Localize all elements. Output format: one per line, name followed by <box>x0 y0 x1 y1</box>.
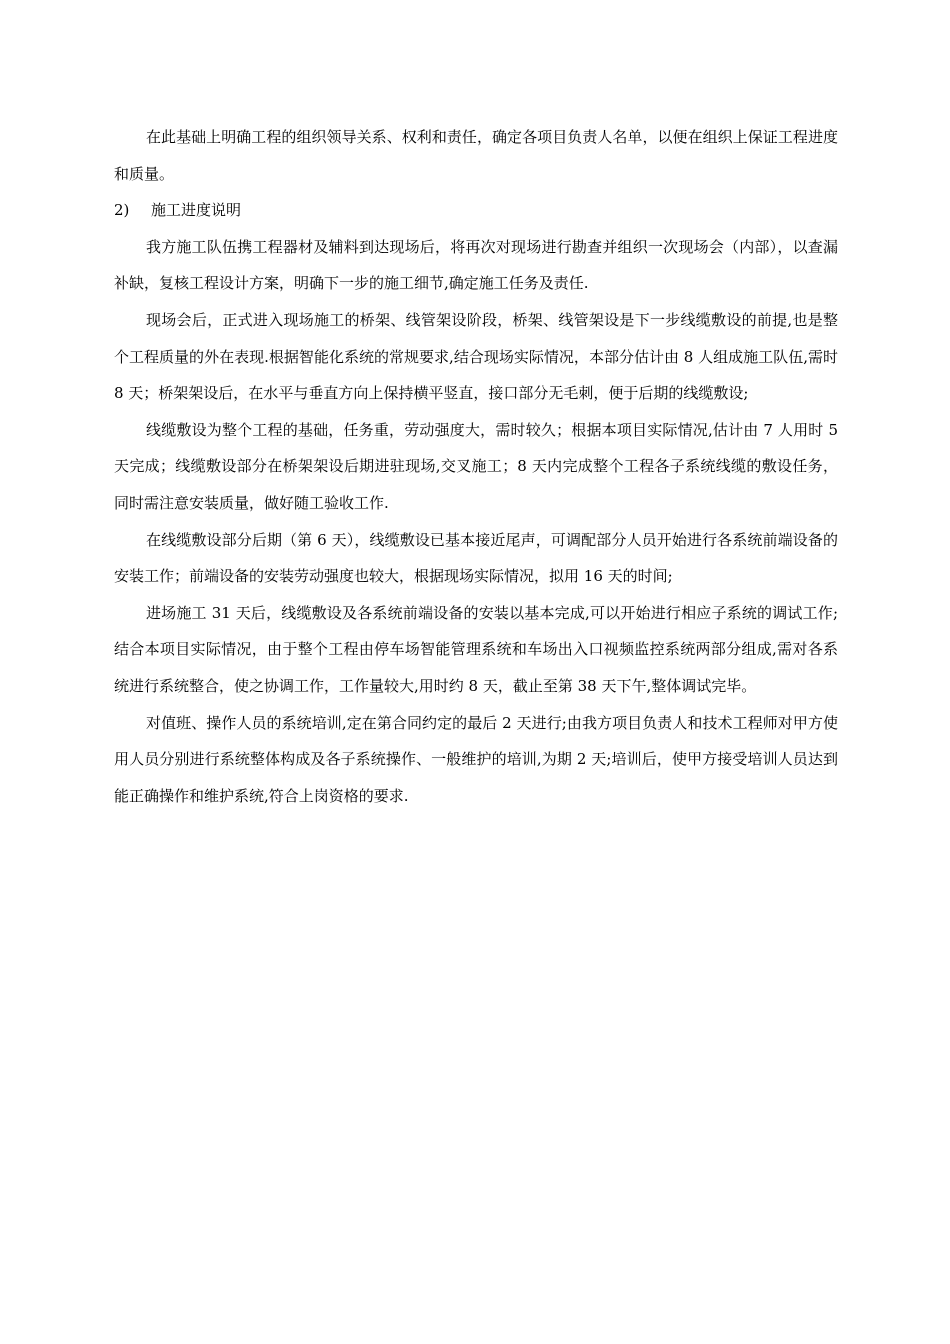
paragraph-system-debugging: 进场施工 31 天后，线缆敷设及各系统前端设备的安装以基本完成,可以开始进行相应子系统的调试工作;结合本项目实际情况，由于整个工程由停车场智能管理系统和车场出入口视频监控系统两部分组成,需对各系统进行系统整合，使之协调工作，工作量较大,用时约 8 天，截止至第 38 天下午,整体调试完毕。 <box>114 603 838 695</box>
document-body <box>114 119 838 814</box>
section-title: 施工进度说明 <box>151 201 242 220</box>
paragraph-site-meeting: 我方施工队伍携工程器材及辅料到达现场后，将再次对现场进行勘查并组织一次现场会（内部），以查漏补缺，复核工程设计方案，明确下一步的施工细节,确定施工任务及责任. <box>114 237 838 293</box>
paragraph-tray-installation: 现场会后，正式进入现场施工的桥架、线管架设阶段，桥架、线管架设是下一步线缆敷设的前提,也是整个工程质量的外在表现.根据智能化系统的常规要求,结合现场实际情况，本部分估计由 8 人组成施工队伍,需时 8 天；桥架架设后，在水平与垂直方向上保持横平竖直，接口部分无毛刺，便于后期的线缆敷设; <box>114 310 838 403</box>
paragraph-training: 对值班、操作人员的系统培训,定在第合同约定的最后 2 天进行;由我方项目负责人和技术工程师对甲方使用人员分别进行系统整体构成及各子系统操作、一般维护的培训,为期 2 天;培训后，使甲方接受培训人员达到能正确操作和维护系统,符合上岗资格的要求. <box>114 713 838 805</box>
paragraph-frontend-install: 在线缆敷设部分后期（第 6 天），线缆敷设已基本接近尾声，可调配部分人员开始进行各系统前端设备的安装工作；前端设备的安装劳动强度也较大，根据现场实际情况，拟用 16 天的时间; <box>114 530 838 586</box>
section-number: 2) <box>114 201 130 220</box>
section-heading <box>114 192 838 229</box>
paragraph-cable-laying: 线缆敷设为整个工程的基础，任务重，劳动强度大，需时较久；根据本项目实际情况,估计由 7 人用时 5 天完成；线缆敷设部分在桥架架设后期进驻现场,交叉施工；8 天内完成整个工程各子系统线缆的敷设任务，同时需注意安装质量，做好随工验收工作. <box>114 420 838 512</box>
paragraph-organization: 在此基础上明确工程的组织领导关系、权利和责任，确定各项目负责人名单，以便在组织上保证工程进度和质量。 <box>114 128 838 183</box>
